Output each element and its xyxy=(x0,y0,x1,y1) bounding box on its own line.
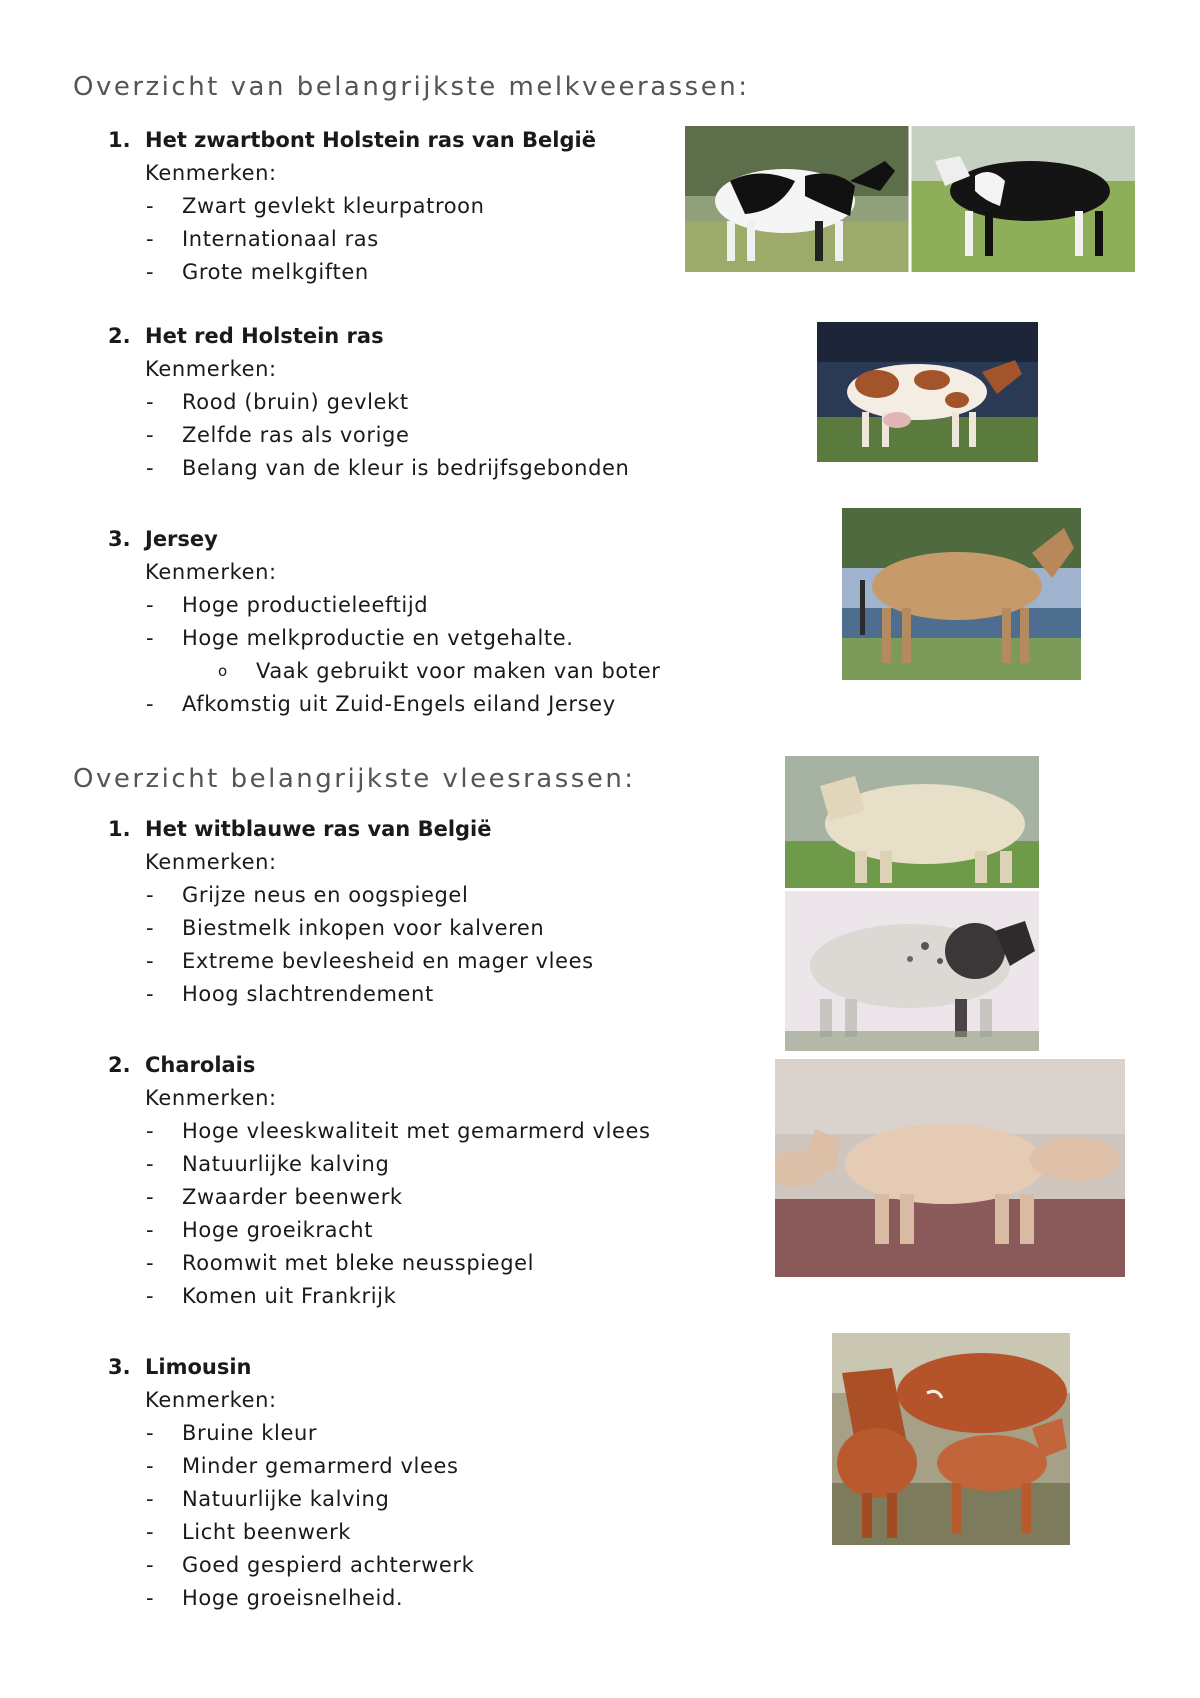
dash-bullet: - xyxy=(146,1487,155,1511)
features-label: Kenmerken: xyxy=(145,560,277,584)
list-item xyxy=(108,1247,708,1280)
feature-list xyxy=(108,1115,708,1313)
list-item xyxy=(108,1516,708,1549)
feature-list xyxy=(108,879,708,1011)
list-item xyxy=(108,945,708,978)
feature-text: Hoge groeisnelheid. xyxy=(182,1586,404,1610)
dash-bullet: - xyxy=(146,916,155,940)
breed-holstein xyxy=(108,124,708,289)
charolais-photo xyxy=(775,1059,1125,1277)
breed-number: 3. xyxy=(108,1355,131,1379)
feature-list xyxy=(108,190,708,289)
dash-bullet: - xyxy=(146,593,155,617)
breed-limousin xyxy=(108,1351,708,1615)
feature-text: Extreme bevleesheid en mager vlees xyxy=(182,949,594,973)
section-heading-beef: Overzicht belangrijkste vleesrassen: xyxy=(73,764,636,794)
holstein-photo xyxy=(685,126,1135,272)
dash-bullet: - xyxy=(146,194,155,218)
list-item xyxy=(108,1450,708,1483)
dash-bullet: - xyxy=(146,1421,155,1445)
list-item xyxy=(108,256,708,289)
dash-bullet: - xyxy=(146,1520,155,1544)
sub-list-item xyxy=(108,655,708,688)
breed-charolais xyxy=(108,1049,708,1313)
breed-name: Het red Holstein ras xyxy=(145,324,384,348)
feature-text: Internationaal ras xyxy=(182,227,379,251)
feature-text: Roomwit met bleke neusspiegel xyxy=(182,1251,535,1275)
feature-text: Grijze neus en oogspiegel xyxy=(182,883,469,907)
dash-bullet: - xyxy=(146,1454,155,1478)
sub-feature-text: Vaak gebruikt voor maken van boter xyxy=(256,659,661,683)
breed-jersey xyxy=(108,523,708,721)
limousin-photo xyxy=(832,1333,1070,1545)
feature-text: Zwart gevlekt kleurpatroon xyxy=(182,194,485,218)
dash-bullet: - xyxy=(146,1119,155,1143)
breed-name: Limousin xyxy=(145,1355,252,1379)
breed-title xyxy=(108,124,708,157)
feature-text: Rood (bruin) gevlekt xyxy=(182,390,409,414)
dash-bullet: - xyxy=(146,1586,155,1610)
dash-bullet: - xyxy=(146,692,155,716)
dash-bullet: - xyxy=(146,949,155,973)
features-label: Kenmerken: xyxy=(145,161,277,185)
feature-text: Biestmelk inkopen voor kalveren xyxy=(182,916,545,940)
list-item xyxy=(108,688,708,721)
dash-bullet: - xyxy=(146,260,155,284)
breed-name: Charolais xyxy=(145,1053,256,1077)
feature-list xyxy=(108,1417,708,1615)
dash-bullet: - xyxy=(146,456,155,480)
red-holstein-photo xyxy=(817,322,1038,462)
dash-bullet: - xyxy=(146,883,155,907)
list-item xyxy=(108,1417,708,1450)
list-item xyxy=(108,1181,708,1214)
jersey-photo xyxy=(842,508,1081,680)
feature-text: Hoge groeikracht xyxy=(182,1218,374,1242)
feature-list xyxy=(108,386,708,485)
dash-bullet: - xyxy=(146,1553,155,1577)
list-item xyxy=(108,1280,708,1313)
list-item xyxy=(108,386,708,419)
list-item xyxy=(108,223,708,256)
list-item xyxy=(108,879,708,912)
breed-number: 2. xyxy=(108,1053,131,1077)
feature-list xyxy=(108,589,708,721)
circle-bullet: o xyxy=(218,662,228,680)
breed-title xyxy=(108,1351,708,1384)
list-item xyxy=(108,452,708,485)
feature-text: Natuurlijke kalving xyxy=(182,1152,390,1176)
feature-text: Belang van de kleur is bedrijfsgebonden xyxy=(182,456,630,480)
feature-text: Zelfde ras als vorige xyxy=(182,423,410,447)
feature-text: Afkomstig uit Zuid-Engels eiland Jersey xyxy=(182,692,616,716)
dash-bullet: - xyxy=(146,1284,155,1308)
dash-bullet: - xyxy=(146,626,155,650)
breed-name: Het zwartbont Holstein ras van België xyxy=(145,128,596,152)
dash-bullet: - xyxy=(146,423,155,447)
list-item xyxy=(108,622,708,655)
list-item xyxy=(108,1483,708,1516)
feature-text: Minder gemarmerd vlees xyxy=(182,1454,459,1478)
breed-title xyxy=(108,320,708,353)
breed-number: 1. xyxy=(108,817,131,841)
breed-witblauw xyxy=(108,813,708,1011)
feature-text: Grote melkgiften xyxy=(182,260,369,284)
breed-title xyxy=(108,813,708,846)
breed-title xyxy=(108,523,708,556)
feature-text: Hoge melkproductie en vetgehalte. xyxy=(182,626,574,650)
features-label: Kenmerken: xyxy=(145,1388,277,1412)
list-item xyxy=(108,978,708,1011)
list-item xyxy=(108,190,708,223)
dash-bullet: - xyxy=(146,1152,155,1176)
breed-number: 2. xyxy=(108,324,131,348)
witblauw-photo-top xyxy=(785,756,1039,888)
feature-text: Licht beenwerk xyxy=(182,1520,352,1544)
features-label: Kenmerken: xyxy=(145,850,277,874)
dash-bullet: - xyxy=(146,227,155,251)
witblauw-photo-bottom xyxy=(785,891,1039,1051)
section-heading-dairy: Overzicht van belangrijkste melkveerassen: xyxy=(73,72,750,102)
feature-text: Bruine kleur xyxy=(182,1421,318,1445)
feature-text: Komen uit Frankrijk xyxy=(182,1284,397,1308)
features-label: Kenmerken: xyxy=(145,1086,277,1110)
feature-text: Goed gespierd achterwerk xyxy=(182,1553,475,1577)
breed-red-holstein xyxy=(108,320,708,485)
feature-text: Hoge vleeskwaliteit met gemarmerd vlees xyxy=(182,1119,651,1143)
feature-text: Hoog slachtrendement xyxy=(182,982,434,1006)
features-label: Kenmerken: xyxy=(145,357,277,381)
dash-bullet: - xyxy=(146,982,155,1006)
breed-name: Het witblauwe ras van België xyxy=(145,817,492,841)
list-item xyxy=(108,1214,708,1247)
dash-bullet: - xyxy=(146,1218,155,1242)
feature-text: Zwaarder beenwerk xyxy=(182,1185,403,1209)
list-item xyxy=(108,1582,708,1615)
feature-text: Hoge productieleeftijd xyxy=(182,593,429,617)
breed-name: Jersey xyxy=(145,527,218,551)
list-item xyxy=(108,912,708,945)
breed-number: 1. xyxy=(108,128,131,152)
breed-number: 3. xyxy=(108,527,131,551)
dash-bullet: - xyxy=(146,390,155,414)
dash-bullet: - xyxy=(146,1185,155,1209)
breed-title xyxy=(108,1049,708,1082)
list-item xyxy=(108,589,708,622)
feature-text: Natuurlijke kalving xyxy=(182,1487,390,1511)
list-item xyxy=(108,1549,708,1582)
dash-bullet: - xyxy=(146,1251,155,1275)
list-item xyxy=(108,1115,708,1148)
list-item xyxy=(108,1148,708,1181)
list-item xyxy=(108,419,708,452)
